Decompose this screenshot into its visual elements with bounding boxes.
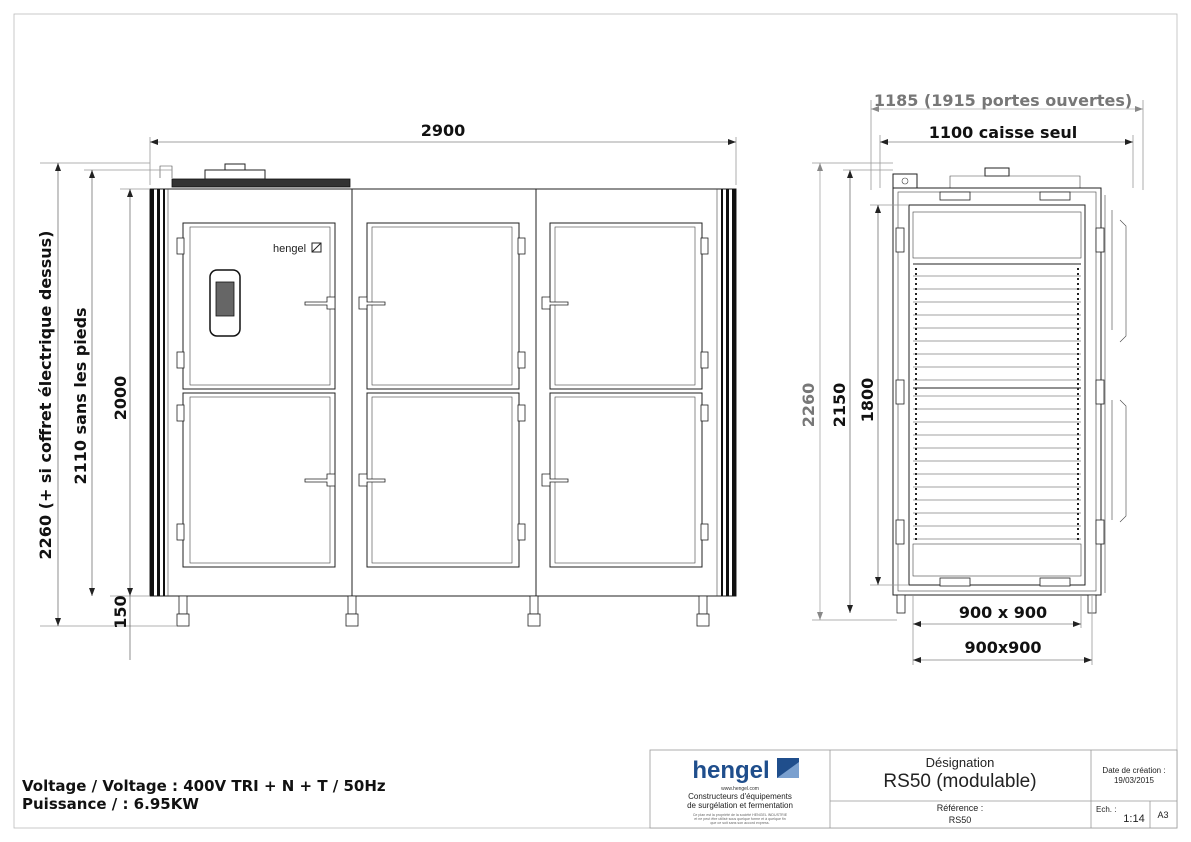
reference-value: RS50 xyxy=(948,815,972,825)
dim-opening-outer: 900x900 xyxy=(964,638,1042,657)
legal-note-1: Ce plan est la propriété de la société HENGEL INDUSTRIE xyxy=(692,813,788,817)
brand-label: hengel xyxy=(273,243,307,255)
door-2-top xyxy=(367,223,519,389)
legal-note-3: que ce soit sans son accord express. xyxy=(710,821,770,825)
title-block xyxy=(650,750,1177,828)
side-view xyxy=(799,91,1143,665)
door-3-top xyxy=(550,223,702,389)
door-3-bottom xyxy=(550,393,702,567)
company-website: www.hengel.com xyxy=(721,786,759,792)
power-line: Puissance / : 6.95KW xyxy=(22,795,199,813)
electrical-info xyxy=(22,777,386,813)
scale-value: 1:14 xyxy=(1123,813,1145,825)
voltage-line: Voltage / Voltage : 400V TRI + N + T / 50Hz xyxy=(22,777,386,795)
designation-value: RS50 (modulable) xyxy=(883,771,1037,792)
cabinet-feet xyxy=(177,596,709,626)
dim-side-height-1800: 1800 xyxy=(858,377,877,423)
company-tagline-2: de surgélation et fermentation xyxy=(687,801,793,810)
front-view xyxy=(36,121,736,660)
dim-depth-open: 1185 (1915 portes ouvertes) xyxy=(873,91,1133,110)
company-tagline-1: Constructeurs d'équipements xyxy=(688,792,792,801)
designation-label: Désignation xyxy=(925,755,995,770)
dim-side-height-2150: 2150 xyxy=(830,382,849,428)
side-body xyxy=(893,188,1101,595)
legal-note-2: et ne peut être utilisé sous quelque forme et à quelque fin xyxy=(694,817,786,821)
dim-opening-inner: 900 x 900 xyxy=(958,603,1048,622)
scale-label: Ech. : xyxy=(1096,805,1117,814)
dim-depth-body: 1100 caisse seul xyxy=(928,123,1078,142)
date-value: 19/03/2015 xyxy=(1113,776,1155,785)
reference-label: Référence : xyxy=(936,803,984,813)
dim-side-height-total: 2260 xyxy=(799,382,818,428)
date-label: Date de création : xyxy=(1102,766,1166,775)
condensing-unit xyxy=(172,179,350,187)
door-2-bottom xyxy=(367,393,519,567)
dim-height-total: 2260 (+ si coffret électrique dessus) xyxy=(36,230,55,560)
sheet-format: A3 xyxy=(1157,810,1169,820)
dim-height-no-feet: 2110 sans les pieds xyxy=(71,307,90,485)
dim-width-total: 2900 xyxy=(420,121,466,140)
dim-feet-height: 150 xyxy=(111,595,130,629)
dim-height-body: 2000 xyxy=(111,375,130,421)
company-logo: hengel xyxy=(692,757,770,784)
